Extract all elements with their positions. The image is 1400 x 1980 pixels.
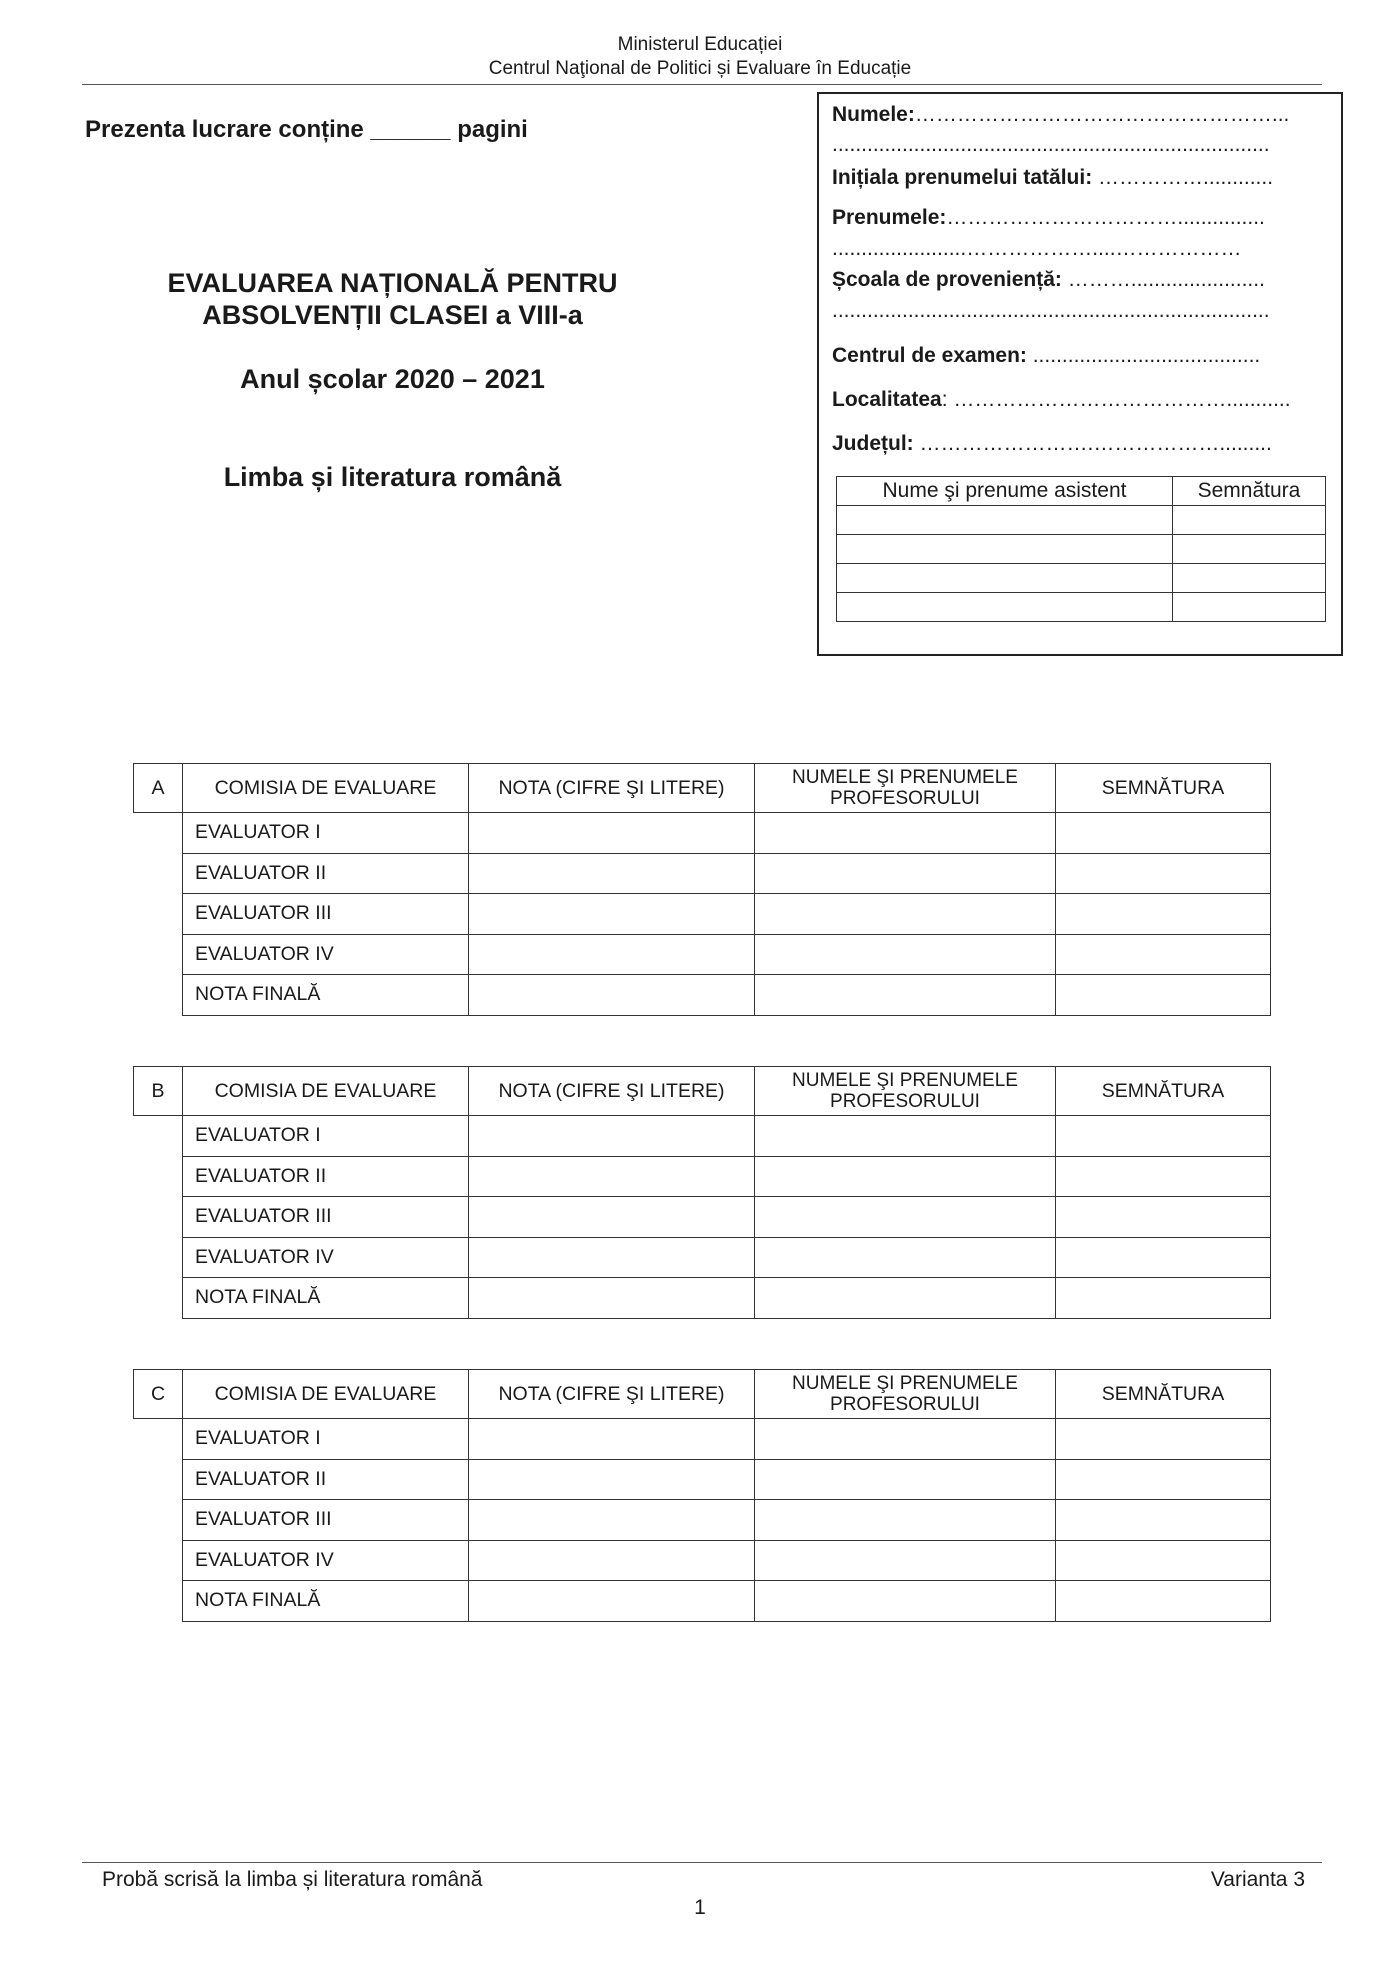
initiala-field[interactable] — [832, 166, 1330, 190]
assistant-signature-header: Semnătura — [1173, 477, 1326, 506]
teacher-name-cell[interactable] — [755, 1459, 1056, 1500]
exam-title-line1: EVALUAREA NAȚIONALĂ PENTRU — [167, 268, 618, 298]
row-label: EVALUATOR I — [183, 1419, 469, 1460]
prenumele-dots-line2: .......................………………....……………… — [832, 237, 1242, 260]
row-label: EVALUATOR III — [183, 1500, 469, 1541]
initiala-dots: ……………............ — [1092, 166, 1274, 189]
assistant-signature-cell[interactable] — [1173, 564, 1326, 593]
ministry-name: Ministerul Educației — [617, 34, 783, 55]
header-comisia: COMISIA DE EVALUARE — [183, 764, 469, 813]
header-nota: NOTA (CIFRE ŞI LITERE) — [469, 1370, 755, 1419]
prenumele-dots: ……………………………............... — [946, 206, 1265, 229]
row-label: EVALUATOR III — [183, 894, 469, 935]
subject-title: Limba și literatura română — [223, 462, 562, 492]
page-number: 1 — [694, 1896, 706, 1919]
signature-cell[interactable] — [1056, 894, 1271, 935]
assistant-signature-cell[interactable] — [1173, 506, 1326, 535]
grade-cell[interactable] — [469, 1419, 755, 1460]
header-semnatura: SEMNĂTURA — [1056, 1370, 1271, 1419]
header-profesor-line1: NUMELE ŞI PRENUMELE — [792, 1070, 1018, 1091]
numele-field-line2[interactable] — [832, 133, 1330, 157]
centrul-field[interactable] — [832, 344, 1330, 368]
scoala-dots-line2: ........................................................................... — [832, 299, 1270, 322]
scoala-field-line2[interactable] — [832, 299, 1330, 323]
footer-divider — [82, 1862, 1322, 1863]
row-label: EVALUATOR IV — [183, 1237, 469, 1278]
signature-cell[interactable] — [1056, 1540, 1271, 1581]
row-label: NOTA FINALĂ — [183, 1581, 469, 1622]
signature-cell[interactable] — [1056, 1581, 1271, 1622]
grade-cell[interactable] — [469, 1581, 755, 1622]
footer-variant: Varianta 3 — [1210, 1868, 1305, 1891]
signature-cell[interactable] — [1056, 1459, 1271, 1500]
grade-cell[interactable] — [469, 1197, 755, 1238]
judetul-field[interactable] — [832, 432, 1330, 456]
row-label: NOTA FINALĂ — [183, 975, 469, 1016]
header-profesor-line2: PROFESORULUI — [830, 1091, 980, 1112]
signature-cell[interactable] — [1056, 975, 1271, 1016]
row-label: NOTA FINALĂ — [183, 1278, 469, 1319]
exam-title-line2: ABSOLVENȚII CLASEI a VIII-a — [202, 300, 583, 330]
table-letter: B — [134, 1067, 183, 1116]
prenumele-label: Prenumele: — [832, 206, 947, 229]
row-label: EVALUATOR IV — [183, 1540, 469, 1581]
signature-cell[interactable] — [1056, 1500, 1271, 1541]
grade-cell[interactable] — [469, 1278, 755, 1319]
signature-cell[interactable] — [1056, 813, 1271, 854]
centrul-label: Centrul de examen: — [832, 344, 1027, 367]
signature-cell[interactable] — [1056, 1237, 1271, 1278]
row-label: EVALUATOR IV — [183, 934, 469, 975]
school-year: Anul școlar 2020 – 2021 — [240, 364, 545, 394]
assistant-name-cell[interactable] — [837, 564, 1173, 593]
header-nota: NOTA (CIFRE ŞI LITERE) — [469, 1067, 755, 1116]
signature-cell[interactable] — [1056, 1278, 1271, 1319]
assistant-name-header: Nume şi prenume asistent — [837, 477, 1173, 506]
teacher-name-cell[interactable] — [755, 1116, 1056, 1157]
grade-cell[interactable] — [469, 1156, 755, 1197]
teacher-name-cell[interactable] — [755, 1581, 1056, 1622]
header-nota: NOTA (CIFRE ŞI LITERE) — [469, 764, 755, 813]
grade-cell[interactable] — [469, 853, 755, 894]
numele-dots: ……………………………………………... — [914, 103, 1290, 126]
grade-cell[interactable] — [469, 1116, 755, 1157]
grade-cell[interactable] — [469, 813, 755, 854]
assistant-table — [836, 476, 1326, 622]
header-profesor-line2: PROFESORULUI — [830, 1394, 980, 1415]
assistant-signature-cell[interactable] — [1173, 593, 1326, 622]
grade-cell[interactable] — [469, 934, 755, 975]
teacher-name-cell[interactable] — [755, 813, 1056, 854]
teacher-name-cell[interactable] — [755, 975, 1056, 1016]
eval-table-a — [133, 763, 1271, 1016]
numele-field[interactable] — [832, 103, 1330, 127]
teacher-name-cell[interactable] — [755, 853, 1056, 894]
signature-cell[interactable] — [1056, 1116, 1271, 1157]
teacher-name-cell[interactable] — [755, 1237, 1056, 1278]
header-profesor — [755, 764, 1056, 813]
judetul-label: Județul: — [832, 432, 914, 455]
teacher-name-cell[interactable] — [755, 934, 1056, 975]
prenumele-field-line2[interactable] — [832, 237, 1330, 261]
header-comisia: COMISIA DE EVALUARE — [183, 1370, 469, 1419]
localitatea-field[interactable] — [832, 388, 1330, 412]
localitatea-dots: : …………………………………........... — [941, 388, 1291, 411]
header-comisia: COMISIA DE EVALUARE — [183, 1067, 469, 1116]
header-profesor-line1: NUMELE ŞI PRENUMELE — [792, 1373, 1018, 1394]
signature-cell[interactable] — [1056, 1156, 1271, 1197]
signature-cell[interactable] — [1056, 934, 1271, 975]
header-semnatura: SEMNĂTURA — [1056, 764, 1271, 813]
grade-cell[interactable] — [469, 1500, 755, 1541]
signature-cell[interactable] — [1056, 1419, 1271, 1460]
grade-cell[interactable] — [469, 894, 755, 935]
signature-cell[interactable] — [1056, 1197, 1271, 1238]
row-label: EVALUATOR I — [183, 1116, 469, 1157]
judetul-dots: …………………….………………......... — [913, 432, 1272, 455]
numele-dots-line2: ........................................................................... — [832, 133, 1270, 156]
scoala-dots: ………....................... — [1061, 268, 1265, 291]
scoala-field[interactable] — [832, 268, 1330, 292]
assistant-name-cell[interactable] — [837, 535, 1173, 564]
row-label: EVALUATOR II — [183, 1459, 469, 1500]
header-profesor-line2: PROFESORULUI — [830, 788, 980, 809]
teacher-name-cell[interactable] — [755, 1419, 1056, 1460]
signature-cell[interactable] — [1056, 853, 1271, 894]
teacher-name-cell[interactable] — [755, 1197, 1056, 1238]
teacher-name-cell[interactable] — [755, 894, 1056, 935]
scoala-label: Școala de proveniență: — [832, 268, 1062, 291]
row-label: EVALUATOR II — [183, 1156, 469, 1197]
centrul-dots: ....................................... — [1026, 344, 1261, 367]
numele-label: Numele: — [832, 103, 915, 126]
header-divider — [82, 84, 1322, 85]
grade-cell[interactable] — [469, 1237, 755, 1278]
footer-exam-name: Probă scrisă la limba și literatura română — [102, 1868, 483, 1891]
row-label: EVALUATOR I — [183, 813, 469, 854]
header-semnatura: SEMNĂTURA — [1056, 1067, 1271, 1116]
grade-cell[interactable] — [469, 975, 755, 1016]
row-label: EVALUATOR III — [183, 1197, 469, 1238]
localitatea-label: Localitatea — [832, 388, 942, 411]
assistant-name-cell[interactable] — [837, 506, 1173, 535]
grade-cell[interactable] — [469, 1459, 755, 1500]
teacher-name-cell[interactable] — [755, 1278, 1056, 1319]
table-letter: C — [134, 1370, 183, 1419]
assistant-name-cell[interactable] — [837, 593, 1173, 622]
eval-table-c — [133, 1369, 1271, 1622]
header-profesor-line1: NUMELE ŞI PRENUMELE — [792, 767, 1018, 788]
teacher-name-cell[interactable] — [755, 1156, 1056, 1197]
prenumele-field[interactable] — [832, 206, 1330, 230]
header-profesor — [755, 1370, 1056, 1419]
centre-name: Centrul Naţional de Politici și Evaluare în Educație — [488, 58, 912, 79]
table-letter: A — [134, 764, 183, 813]
row-label: EVALUATOR II — [183, 853, 469, 894]
assistant-signature-cell[interactable] — [1173, 535, 1326, 564]
eval-table-b — [133, 1066, 1271, 1319]
header-profesor — [755, 1067, 1056, 1116]
grade-cell[interactable] — [469, 1540, 755, 1581]
teacher-name-cell[interactable] — [755, 1540, 1056, 1581]
pages-count-line: Prezenta lucrare conține ______ pagini — [85, 116, 528, 143]
teacher-name-cell[interactable] — [755, 1500, 1056, 1541]
initiala-label: Inițiala prenumelui tatălui: — [832, 166, 1093, 189]
